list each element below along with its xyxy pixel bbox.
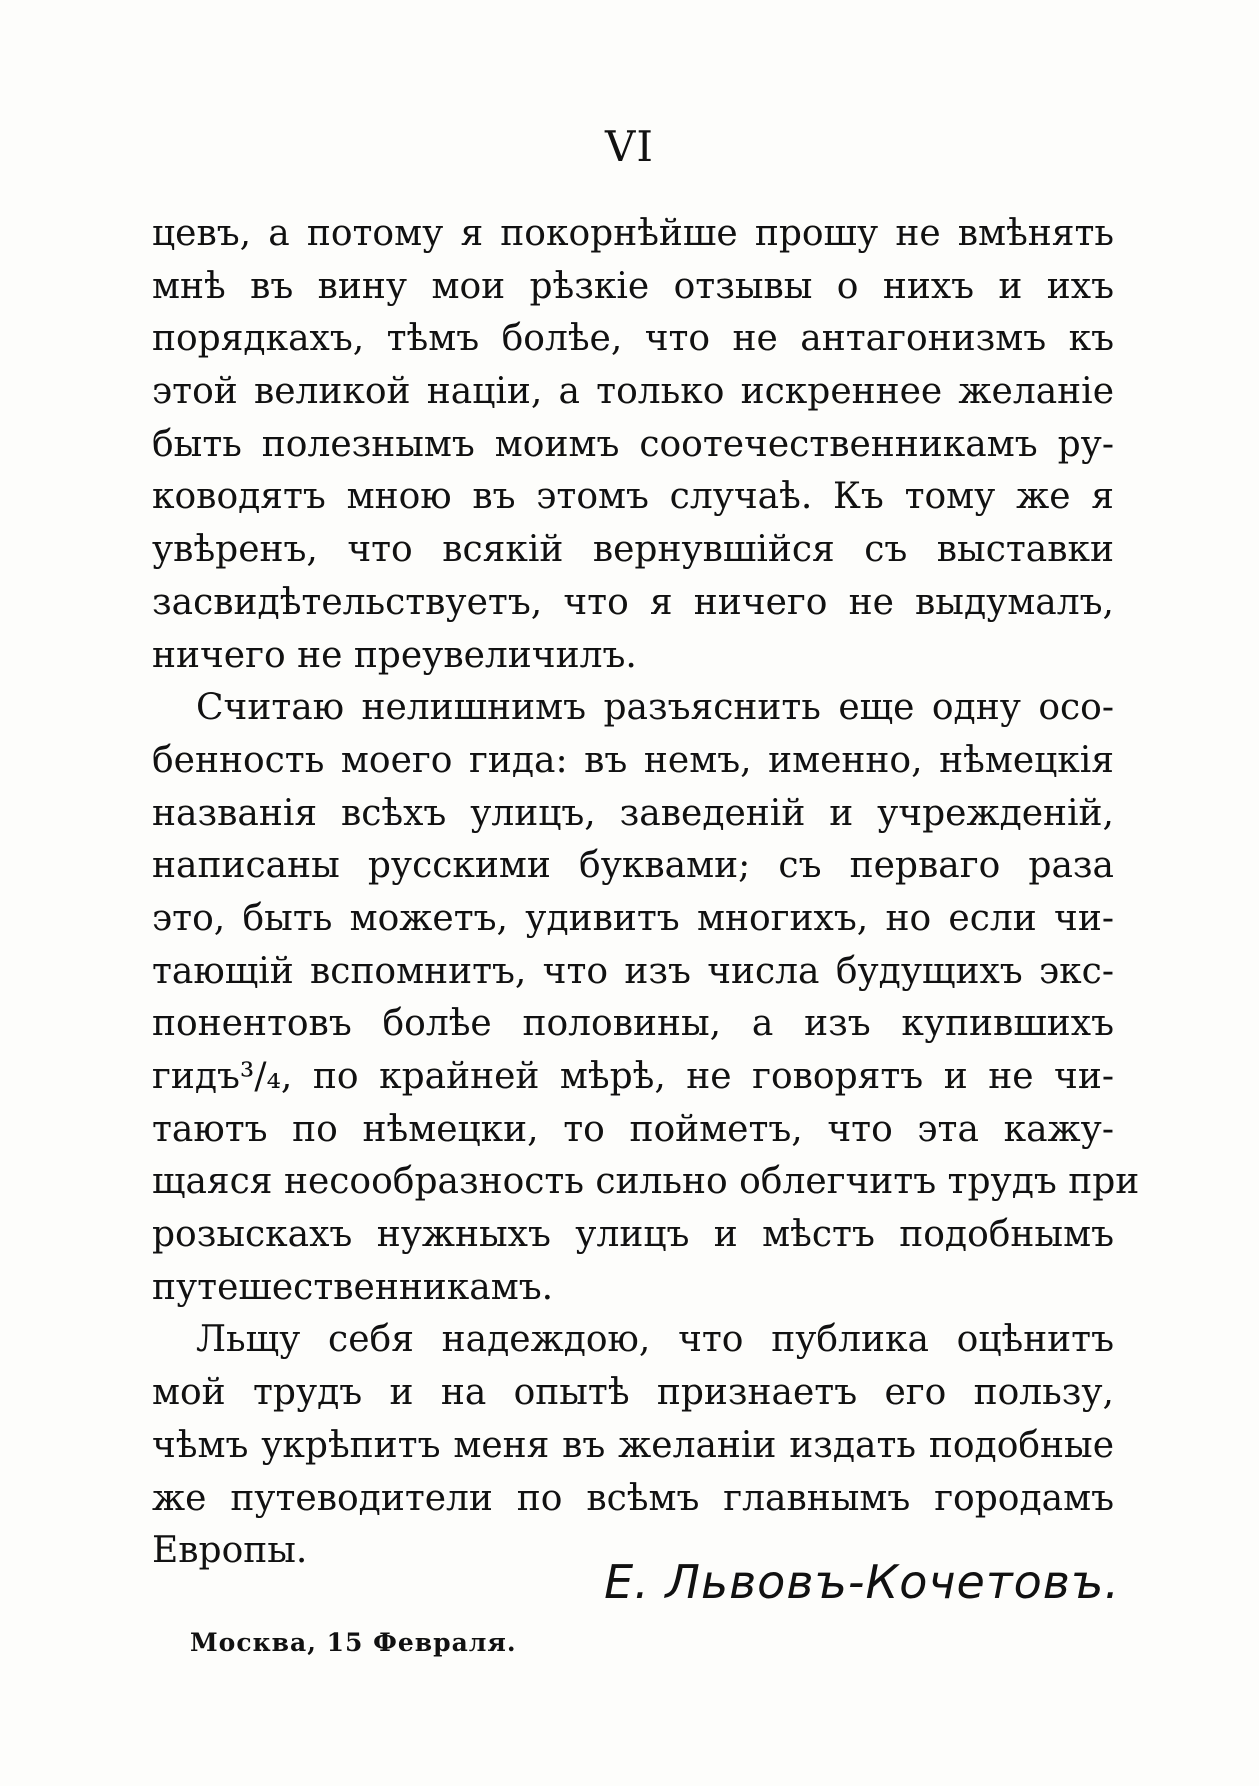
text-line: бенность моего гида: въ немъ, именно, нѣмецкія — [152, 739, 1114, 781]
text-line: тающій вспомнитъ, что изъ числа будущихъ экс- — [152, 950, 1114, 992]
text-line: Считаю нелишнимъ разъяснить еще одну осо- — [196, 687, 1114, 729]
text-line: Европы. — [152, 1530, 308, 1572]
text-line: порядкахъ, тѣмъ болѣе, что не антагонизмъ къ — [152, 318, 1114, 360]
place-date: Москва, 15 Февраля. — [190, 1628, 517, 1657]
text-line: быть полезнымъ моимъ соотечественникамъ ру- — [152, 423, 1114, 465]
text-line: путешественникамъ. — [152, 1266, 554, 1308]
text-line: написаны русскими буквами; съ перваго раза — [152, 845, 1114, 887]
text-line: засвидѣтельствуетъ, что я ничего не выдумалъ, — [152, 581, 1114, 623]
text-line: же путеводители по всѣмъ главнымъ городамъ — [152, 1477, 1114, 1519]
text-line: Льщу себя надеждою, что публика оцѣнитъ — [196, 1319, 1114, 1361]
text-line: чѣмъ укрѣпитъ меня въ желаніи издать подобные — [152, 1424, 1114, 1466]
text-line: названія всѣхъ улицъ, заведеній и учрежденій, — [152, 792, 1114, 834]
text-line: мой трудъ и на опытѣ признаетъ его пользу, — [152, 1372, 1114, 1414]
text-line: таютъ по нѣмецки, то пойметъ, что эта кажу- — [152, 1108, 1114, 1150]
text-line: этой великой націи, а только искреннее желаніе — [152, 371, 1114, 413]
page-number: VI — [605, 122, 654, 171]
text-line: цевъ, а потому я покорнѣйше прошу не вмѣнять — [152, 213, 1114, 254]
text-line: гидъ³/₄, по крайней мѣрѣ, не говорятъ и не чи- — [152, 1056, 1114, 1097]
text-line: увѣренъ, что всякій вернувшійся съ выставки — [152, 529, 1114, 571]
text-line: мнѣ въ вину мои рѣзкіе отзывы о нихъ и ихъ — [152, 265, 1114, 307]
text-line: ничего не преувеличилъ. — [152, 634, 637, 676]
text-line: розыскахъ нужныхъ улицъ и мѣстъ подобнымъ — [152, 1214, 1114, 1256]
text-line: это, быть можетъ, удивитъ многихъ, но если чи- — [152, 897, 1114, 939]
body-text — [152, 208, 1140, 1578]
text-line: ководятъ мною въ этомъ случаѣ. Къ тому же я — [152, 476, 1114, 518]
text-line: щаяся несообразность сильно облегчитъ трудъ при — [152, 1161, 1140, 1203]
signature: Е. Львовъ-Кочетовъ. — [604, 1555, 1120, 1609]
text-line: понентовъ болѣе половины, а изъ купившихъ — [152, 1003, 1114, 1045]
